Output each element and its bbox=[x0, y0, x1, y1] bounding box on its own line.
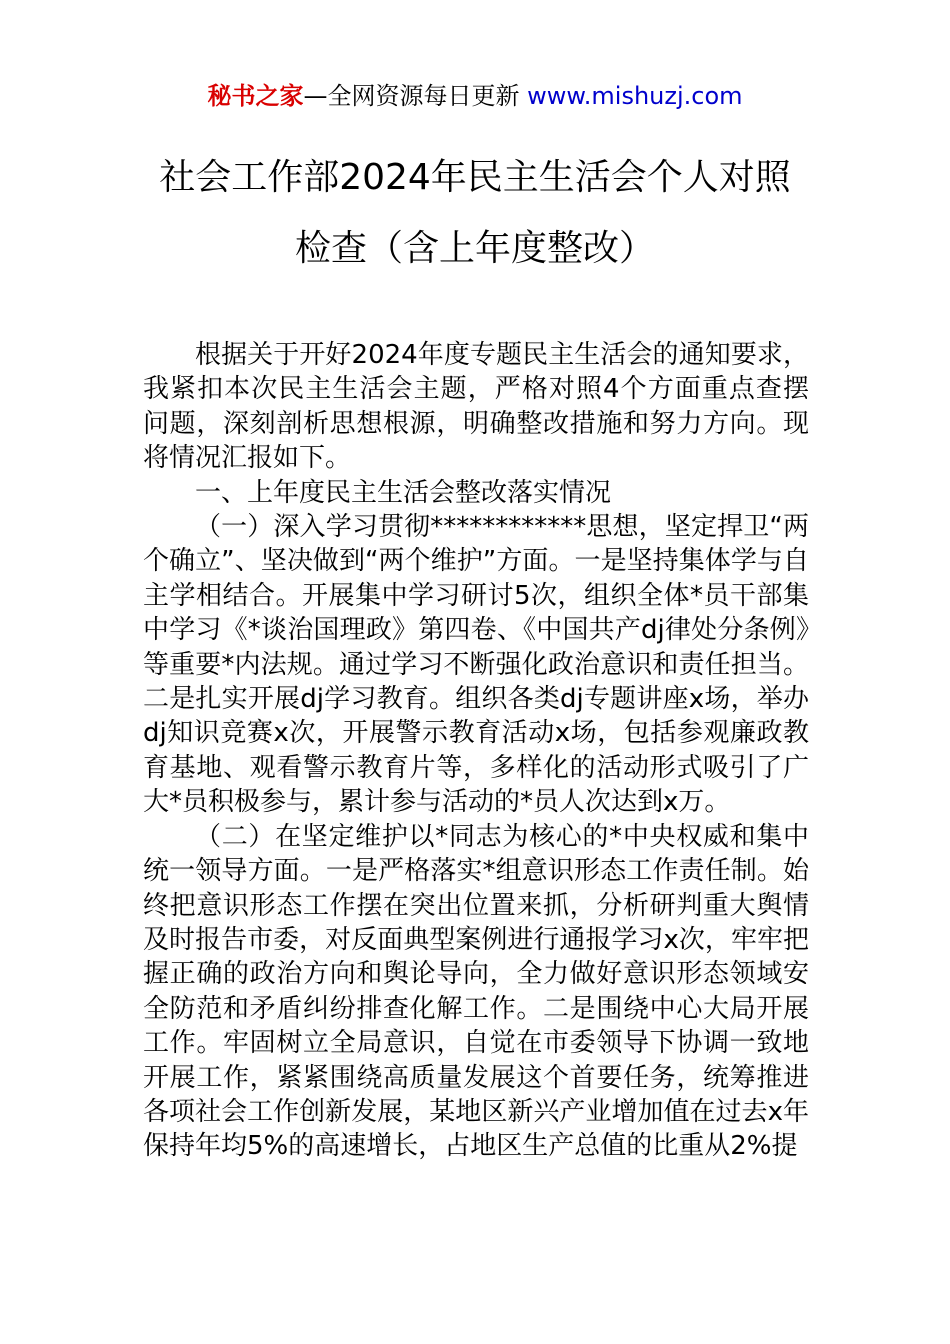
section-heading: 一、上年度民主生活会整改落实情况 bbox=[195, 477, 612, 508]
header-tagline: —全网资源每日更新 bbox=[303, 82, 520, 110]
brand-name: 秘书之家 bbox=[207, 82, 304, 110]
body-paragraph: （二）在坚定维护以*同志为核心的*中央权威和集中统一领导方面。一是严格落实*组意识形态工作责任制。始终把意识形态工作摆在突出位置来抓，分析研判重大舆情及时报告市委，对反面典型案例进行通报学习x次，牢牢把握正确的政治方向和舆论导向，全力做好意识形态领域安全防范和矛盾纠纷排查化解工作。二是围绕中心大局开展工作。牢固树立全局意识，自觉在市委领导下协调一致地开展工作，紧紧围绕高质量发展这个首要任务，统筹推进各项社会工作创新发展，某地区新兴产业增加值在过去x年保持年均5%的高速增长，占地区生产总值的比重从2%提 bbox=[143, 821, 809, 1162]
intro-paragraph: 根据关于开好2024年度专题民主生活会的通知要求，我紧扣本次民主生活会主题，严格对照4个方面重点查摆问题，深刻剖析思想根源，明确整改措施和努力方向。现将情况汇报如下。 bbox=[143, 340, 809, 474]
site-url-link[interactable]: www.mishuzj.com bbox=[527, 82, 743, 110]
body-paragraph: （一）深入学习贯彻************思想，坚定捍卫“两个确立”、坚决做到“两个维护”方面。一是坚持集体学与自主学相结合。开展集中学习研讨5次，组织全体*员干部集中学习《*谈治国理政》第四卷、《中国共产dj律处分条例》等重要*内法规。通过学习不断强化政治意识和责任担当。二是扎实开展dj学习教育。组织各类dj专题讲座x场，举办dj知识竞赛x次，开展警示教育活动x场，包括参观廉政教育基地、观看警示教育片等，多样化的活动形式吸引了广大*员积极参与，累计参与活动的*员人次达到x万。 bbox=[143, 512, 809, 818]
document-title-line-2: 检查（含上年度整改） bbox=[294, 228, 655, 269]
site-header bbox=[0, 80, 950, 112]
document-body bbox=[143, 338, 809, 1164]
document-title-line-1: 社会工作部2024年民主生活会个人对照 bbox=[159, 157, 791, 198]
